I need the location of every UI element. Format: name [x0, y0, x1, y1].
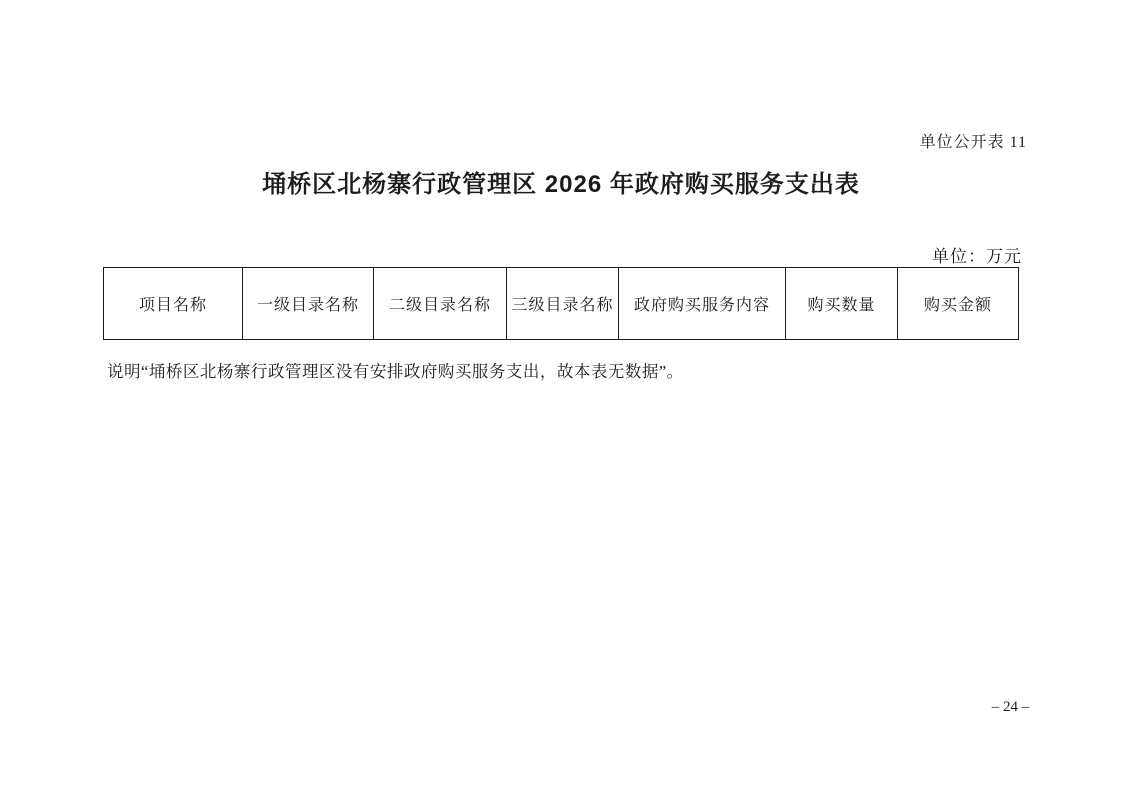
expenditure-table: [103, 267, 1019, 340]
unit-label: 单位：万元: [932, 247, 1022, 266]
col-header-project-name: 项目名称: [104, 268, 243, 340]
table-header-row: [104, 268, 1019, 340]
col-header-purchase-amount: 购买金额: [898, 268, 1019, 340]
col-header-level2-catalog: 二级目录名称: [374, 268, 507, 340]
page-number: – 24 –: [991, 699, 1030, 715]
col-header-level3-catalog: 三级目录名称: [507, 268, 619, 340]
page-title: 埇桥区北杨寨行政管理区 2026 年政府购买服务支出表: [262, 171, 860, 198]
col-header-service-content: 政府购买服务内容: [619, 268, 786, 340]
col-header-purchase-quantity: 购买数量: [786, 268, 898, 340]
explanatory-note: 说明“埇桥区北杨寨行政管理区没有安排政府购买服务支出，故本表无数据”。: [107, 362, 684, 381]
doc-label: 单位公开表 11: [919, 134, 1027, 151]
col-header-level1-catalog: 一级目录名称: [243, 268, 374, 340]
